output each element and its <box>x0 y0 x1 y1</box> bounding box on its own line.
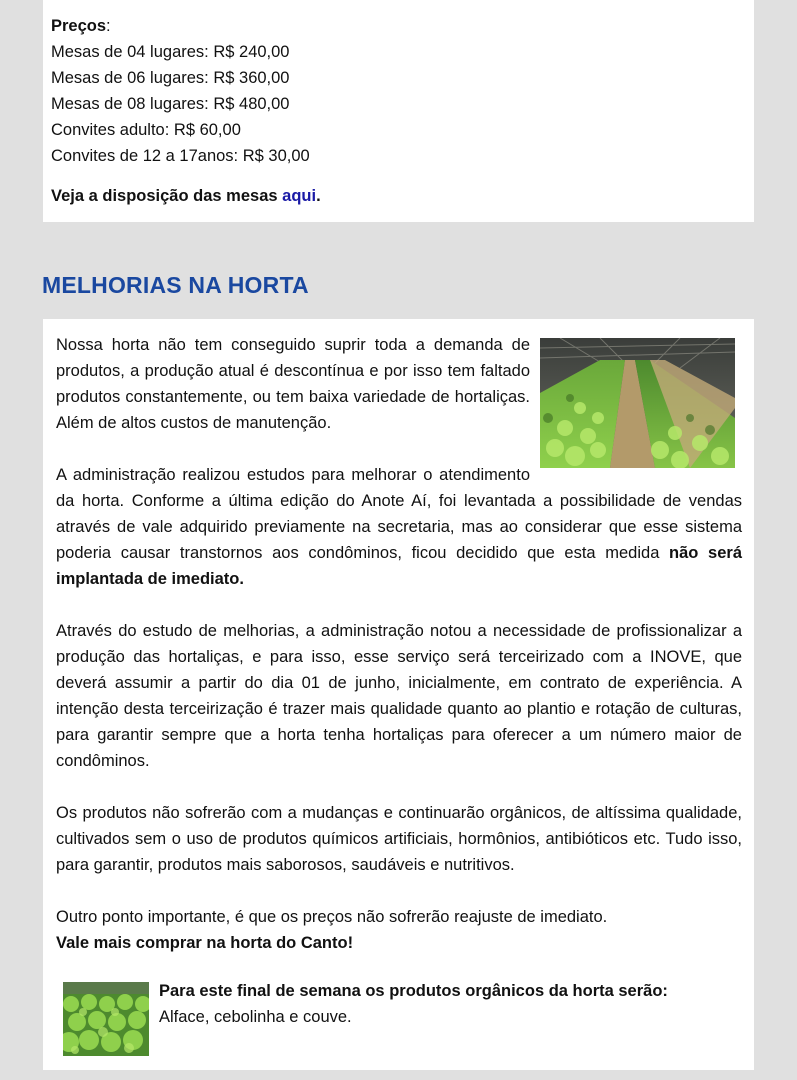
paragraph-prices-note: Outro ponto importante, é que os preços não sofrerão reajuste de imediato. <box>56 908 608 926</box>
price-item: Convites de 12 a 17anos: R$ 30,00 <box>51 147 310 165</box>
spacer <box>56 592 742 618</box>
price-item: Convites adulto: R$ 60,00 <box>51 121 241 139</box>
paragraph-demand: Nossa horta não tem conseguido suprir toda a demanda de produtos, a produção atual é descontínua e por isso tem faltado produtos constantemente, ou tem baixa variedade de hortaliças. Além de altos custos de manutenção. <box>56 336 530 432</box>
price-item: Mesas de 06 lugares: R$ 360,00 <box>51 69 290 87</box>
table-layout-line <box>51 183 746 209</box>
paragraph-products: Os produtos não sofrerão com a mudanças e continuarão orgânicos, de altíssima qualidade, cultivados sem o uso de produtos químicos artificiais, hormônios, antibióticos etc. Tudo isso, para garantir, produtos mais saborosos, saudáveis e nutritivos. <box>56 804 742 874</box>
paragraph-administration-bold: não será implantada de imediato. <box>56 544 742 588</box>
weekend-title-line <box>63 978 742 1004</box>
prices-heading: Preços <box>51 17 107 35</box>
paragraph-outsourcing: Através do estudo de melhorias, a administração notou a necessidade de profissionalizar a produção das hortaliças, e para isso, esse serviço será terceirizado com a INOVE, que deverá assumir a partir do dia 01 de junho, inicialmente, em contrato de experiência. A intenção desta terceirização é trazer mais qualidade quanto ao plantio e rotação de culturas, para garantir sempre que a horta tenha hortaliças para oferecer a um número maior de condôminos. <box>56 622 742 770</box>
prices-heading-colon: : <box>106 17 111 35</box>
paragraph-administration <box>56 462 742 592</box>
lettuce-photo <box>63 982 149 1056</box>
prices-heading-line <box>51 13 746 39</box>
table-layout-period: . <box>316 187 321 205</box>
prices-highlight-bold: Vale mais comprar na horta do Canto! <box>56 934 354 952</box>
spacer <box>56 774 742 800</box>
paragraph-prices-highlight <box>56 930 742 956</box>
spacer <box>56 878 742 904</box>
table-layout-link[interactable]: aqui <box>282 187 317 205</box>
paragraph-administration-text: A administração realizou estudos para melhorar o atendimento da horta. Conforme a última edição do Anote Aí, foi levantada a possibilidade de vendas através de vale adquirido previamente na secretaria, mas ao considerar que esse sistema poderia causar transtornos aos condôminos, ficou decidido que esta medida <box>56 466 742 562</box>
weekend-items: Alface, cebolinha e couve. <box>159 1008 352 1026</box>
prices-card <box>43 0 754 222</box>
horta-card <box>43 319 754 1070</box>
price-item: Mesas de 04 lugares: R$ 240,00 <box>51 43 290 61</box>
table-layout-text: Veja a disposição das mesas <box>51 187 283 205</box>
section-title: MELHORIAS NA HORTA <box>42 272 309 298</box>
spacer <box>51 169 746 183</box>
weekend-box <box>63 978 742 1056</box>
greenhouse-photo <box>540 338 735 468</box>
price-item: Mesas de 08 lugares: R$ 480,00 <box>51 95 290 113</box>
weekend-title: Para este final de semana os produtos orgânicos da horta serão: <box>159 982 668 1000</box>
